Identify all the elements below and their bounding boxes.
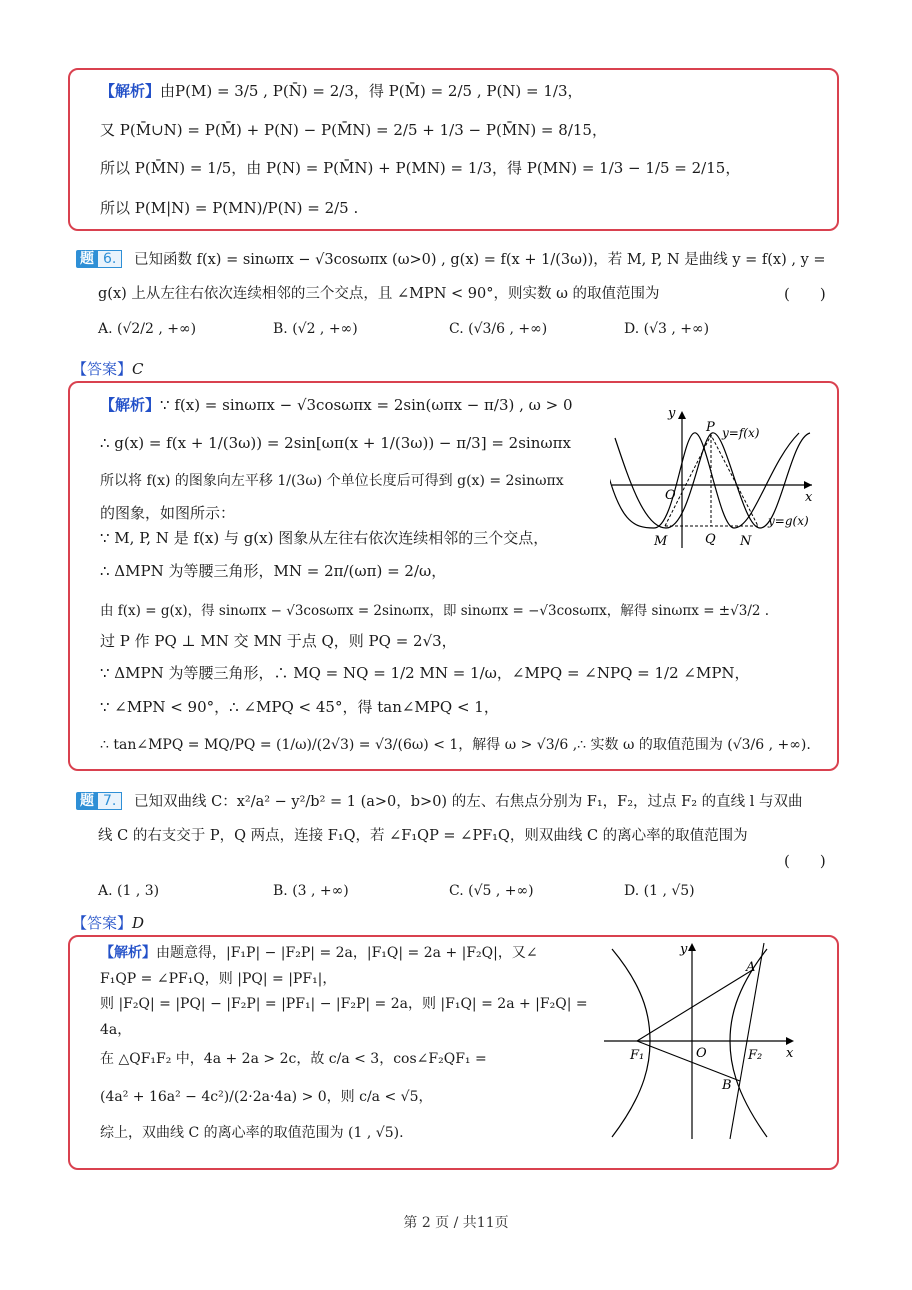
answer-label: 【答案】: [72, 914, 133, 932]
analysis-line: ∴ g(x) = f(x + 1/(3ω)) = 2sin[ωπ(x + 1/(3ω)) − π/3] = 2sinωπx: [100, 434, 571, 452]
answer-paren: ( ): [784, 852, 826, 870]
label-origin: O: [665, 488, 676, 503]
label-q: Q: [705, 532, 716, 547]
label-a: A: [746, 960, 756, 975]
option-b: B. (√2 , +∞): [273, 321, 358, 337]
label-y: y: [668, 406, 676, 421]
label-f: y=f(x): [722, 426, 760, 440]
question-stem: g(x) 上从左往右依次连续相邻的三个交点，且 ∠MPN < 90°，则实数 ω 的取值范围为: [98, 286, 660, 302]
option-d: D. (1 , √5): [624, 883, 695, 899]
analysis-line: 则 |F₂Q| = |PQ| − |F₂P| = |PF₁| − |F₂P| = 2a，则 |F₁Q| = 2a + |F₂Q| =: [100, 996, 588, 1012]
analysis-line: 所以 P(M̄N) = 1/5，由 P(N) = P(M̄N) + P(MN) = 1/3，得 P(MN) = 1/3 − 1/5 = 2/15，: [100, 159, 741, 177]
option-c: C. (√5 , +∞): [449, 883, 534, 899]
y-axis-arrow: [678, 411, 686, 419]
label-p: P: [706, 420, 715, 435]
analysis-label: 【解析】: [100, 396, 161, 414]
analysis-box-q5: [68, 68, 839, 231]
x-axis-arrow: [804, 481, 812, 489]
question-stem: 已知函数 f(x) = sinωπx − √3cosωπx (ω>0) , g(x) = f(x + 1/(3ω))，若 M, P, N 是曲线 y = f(x) , y =: [134, 252, 826, 268]
analysis-box-q7: [68, 935, 839, 1170]
answer-line: [72, 358, 144, 379]
question-badge-6: 题 6.: [76, 250, 122, 268]
label-x: x: [805, 490, 813, 505]
answer-label: 【答案】: [72, 360, 133, 378]
x-axis-arrow: [786, 1037, 794, 1045]
analysis-line: 在 △QF₁F₂ 中，4a + 2a > 2c，故 c/a < 3，cos∠F₂QF₁ =: [100, 1051, 487, 1067]
analysis-line: 所以将 f(x) 的图象向左平移 1/(3ω) 个单位长度后可得到 g(x) = 2sinωπx: [100, 473, 564, 489]
question-stem: 线 C 的右支交于 P，Q 两点，连接 F₁Q，若 ∠F₁QP = ∠PF₁Q，则双曲线 C 的离心率的取值范围为: [98, 828, 748, 844]
option-a: A. (√2/2 , +∞): [98, 321, 197, 337]
left-branch: [612, 949, 650, 1137]
label-x: x: [786, 1046, 794, 1061]
y-axis-arrow: [688, 943, 696, 951]
label-g: y=g(x): [768, 514, 809, 528]
label-f1: F₁: [630, 1048, 645, 1063]
sine-intersection-figure: [610, 403, 820, 551]
segment-f1a: [637, 969, 754, 1041]
segment-f1b: [637, 1041, 740, 1081]
analysis-line: 4a，: [100, 1022, 132, 1038]
analysis-line: 由 f(x) = g(x)，得 sinωπx − √3cosωπx = 2sinωπx，即 sinωπx = −√3cosωπx，解得 sinωπx = ±√3/2 .: [100, 603, 770, 619]
analysis-line: ∴ tan∠MPQ = MQ/PQ = (1/ω)/(2√3) = √3/(6ω) < 1，解得 ω > √3/6 ,∴ 实数 ω 的取值范围为 (√3/6 , +∞).: [100, 737, 811, 753]
label-origin: O: [696, 1046, 707, 1061]
option-a: A. (1 , 3): [98, 883, 160, 899]
answer-line: [72, 912, 144, 933]
analysis-line: 又 P(M̄∪N) = P(M̄) + P(N) − P(M̄N) = 2/5 + 1/3 − P(M̄N) = 8/15，: [100, 121, 607, 139]
answer-value: C: [132, 360, 144, 378]
question-badge-7: 题 7.: [76, 792, 122, 810]
analysis-line: 的图象，如图所示：: [100, 504, 236, 522]
analysis-line: F₁QP = ∠PF₁Q，则 |PQ| = |PF₁|，: [100, 971, 337, 987]
option-b: B. (3 , +∞): [273, 883, 349, 899]
analysis-line: ∵ ∠MPN < 90°，∴ ∠MPQ < 45°，得 tan∠MPQ < 1，: [100, 698, 499, 716]
analysis-line: 综上，双曲线 C 的离心率的取值范围为 (1 , √5).: [100, 1125, 404, 1141]
question-stem: 已知双曲线 C：x²/a² − y²/b² = 1 (a>0，b>0) 的左、右焦点分别为 F₁，F₂，过点 F₂ 的直线 l 与双曲: [134, 794, 803, 810]
label-m: M: [654, 534, 668, 549]
analysis-line: 【解析】由P(M) = 3/5 , P(N̄) = 2/3，得 P(M̄) = 2/5 , P(N) = 1/3，: [100, 82, 583, 100]
analysis-line: 【解析】由题意得，|F₁P| − |F₂P| = 2a，|F₁Q| = 2a + |F₂Q|，又∠: [100, 945, 538, 961]
analysis-label: 【解析】: [100, 82, 161, 100]
answer-paren: ( ): [784, 285, 826, 303]
label-y: y: [680, 942, 688, 957]
analysis-line: (4a² + 16a² − 4c²)/(2·2a·4a) > 0，则 c/a < √5，: [100, 1089, 433, 1105]
analysis-line: ∴ ΔMPN 为等腰三角形，MN = 2π/(ωπ) = 2/ω，: [100, 562, 447, 580]
label-n: N: [740, 534, 752, 549]
analysis-line: ∵ M, P, N 是 f(x) 与 g(x) 图象从左往右依次连续相邻的三个交点，: [100, 529, 549, 547]
label-b: B: [722, 1078, 732, 1093]
option-d: D. (√3 , +∞): [624, 321, 710, 337]
answer-value: D: [132, 914, 145, 932]
analysis-line: ∵ ΔMPN 为等腰三角形，∴ MQ = NQ = 1/2 MN = 1/ω，∠MPQ = ∠NPQ = 1/2 ∠MPN，: [100, 664, 750, 682]
label-f2: F₂: [748, 1048, 763, 1063]
option-c: C. (√3/6 , +∞): [449, 321, 548, 337]
hyperbola-figure: [602, 941, 802, 1141]
analysis-label: 【解析】: [100, 945, 156, 961]
analysis-line: 过 P 作 PQ ⊥ MN 交 MN 于点 Q，则 PQ = 2√3，: [100, 632, 457, 650]
analysis-line: 【解析】∵ f(x) = sinωπx − √3cosωπx = 2sin(ωπx − π/3) , ω > 0: [100, 396, 573, 414]
analysis-line: 所以 P(M|N) = P(MN)/P(N) = 2/5 .: [100, 199, 359, 217]
page-footer: 第 2 页 / 共11页: [403, 1215, 509, 1231]
analysis-box-q6: [68, 381, 839, 771]
